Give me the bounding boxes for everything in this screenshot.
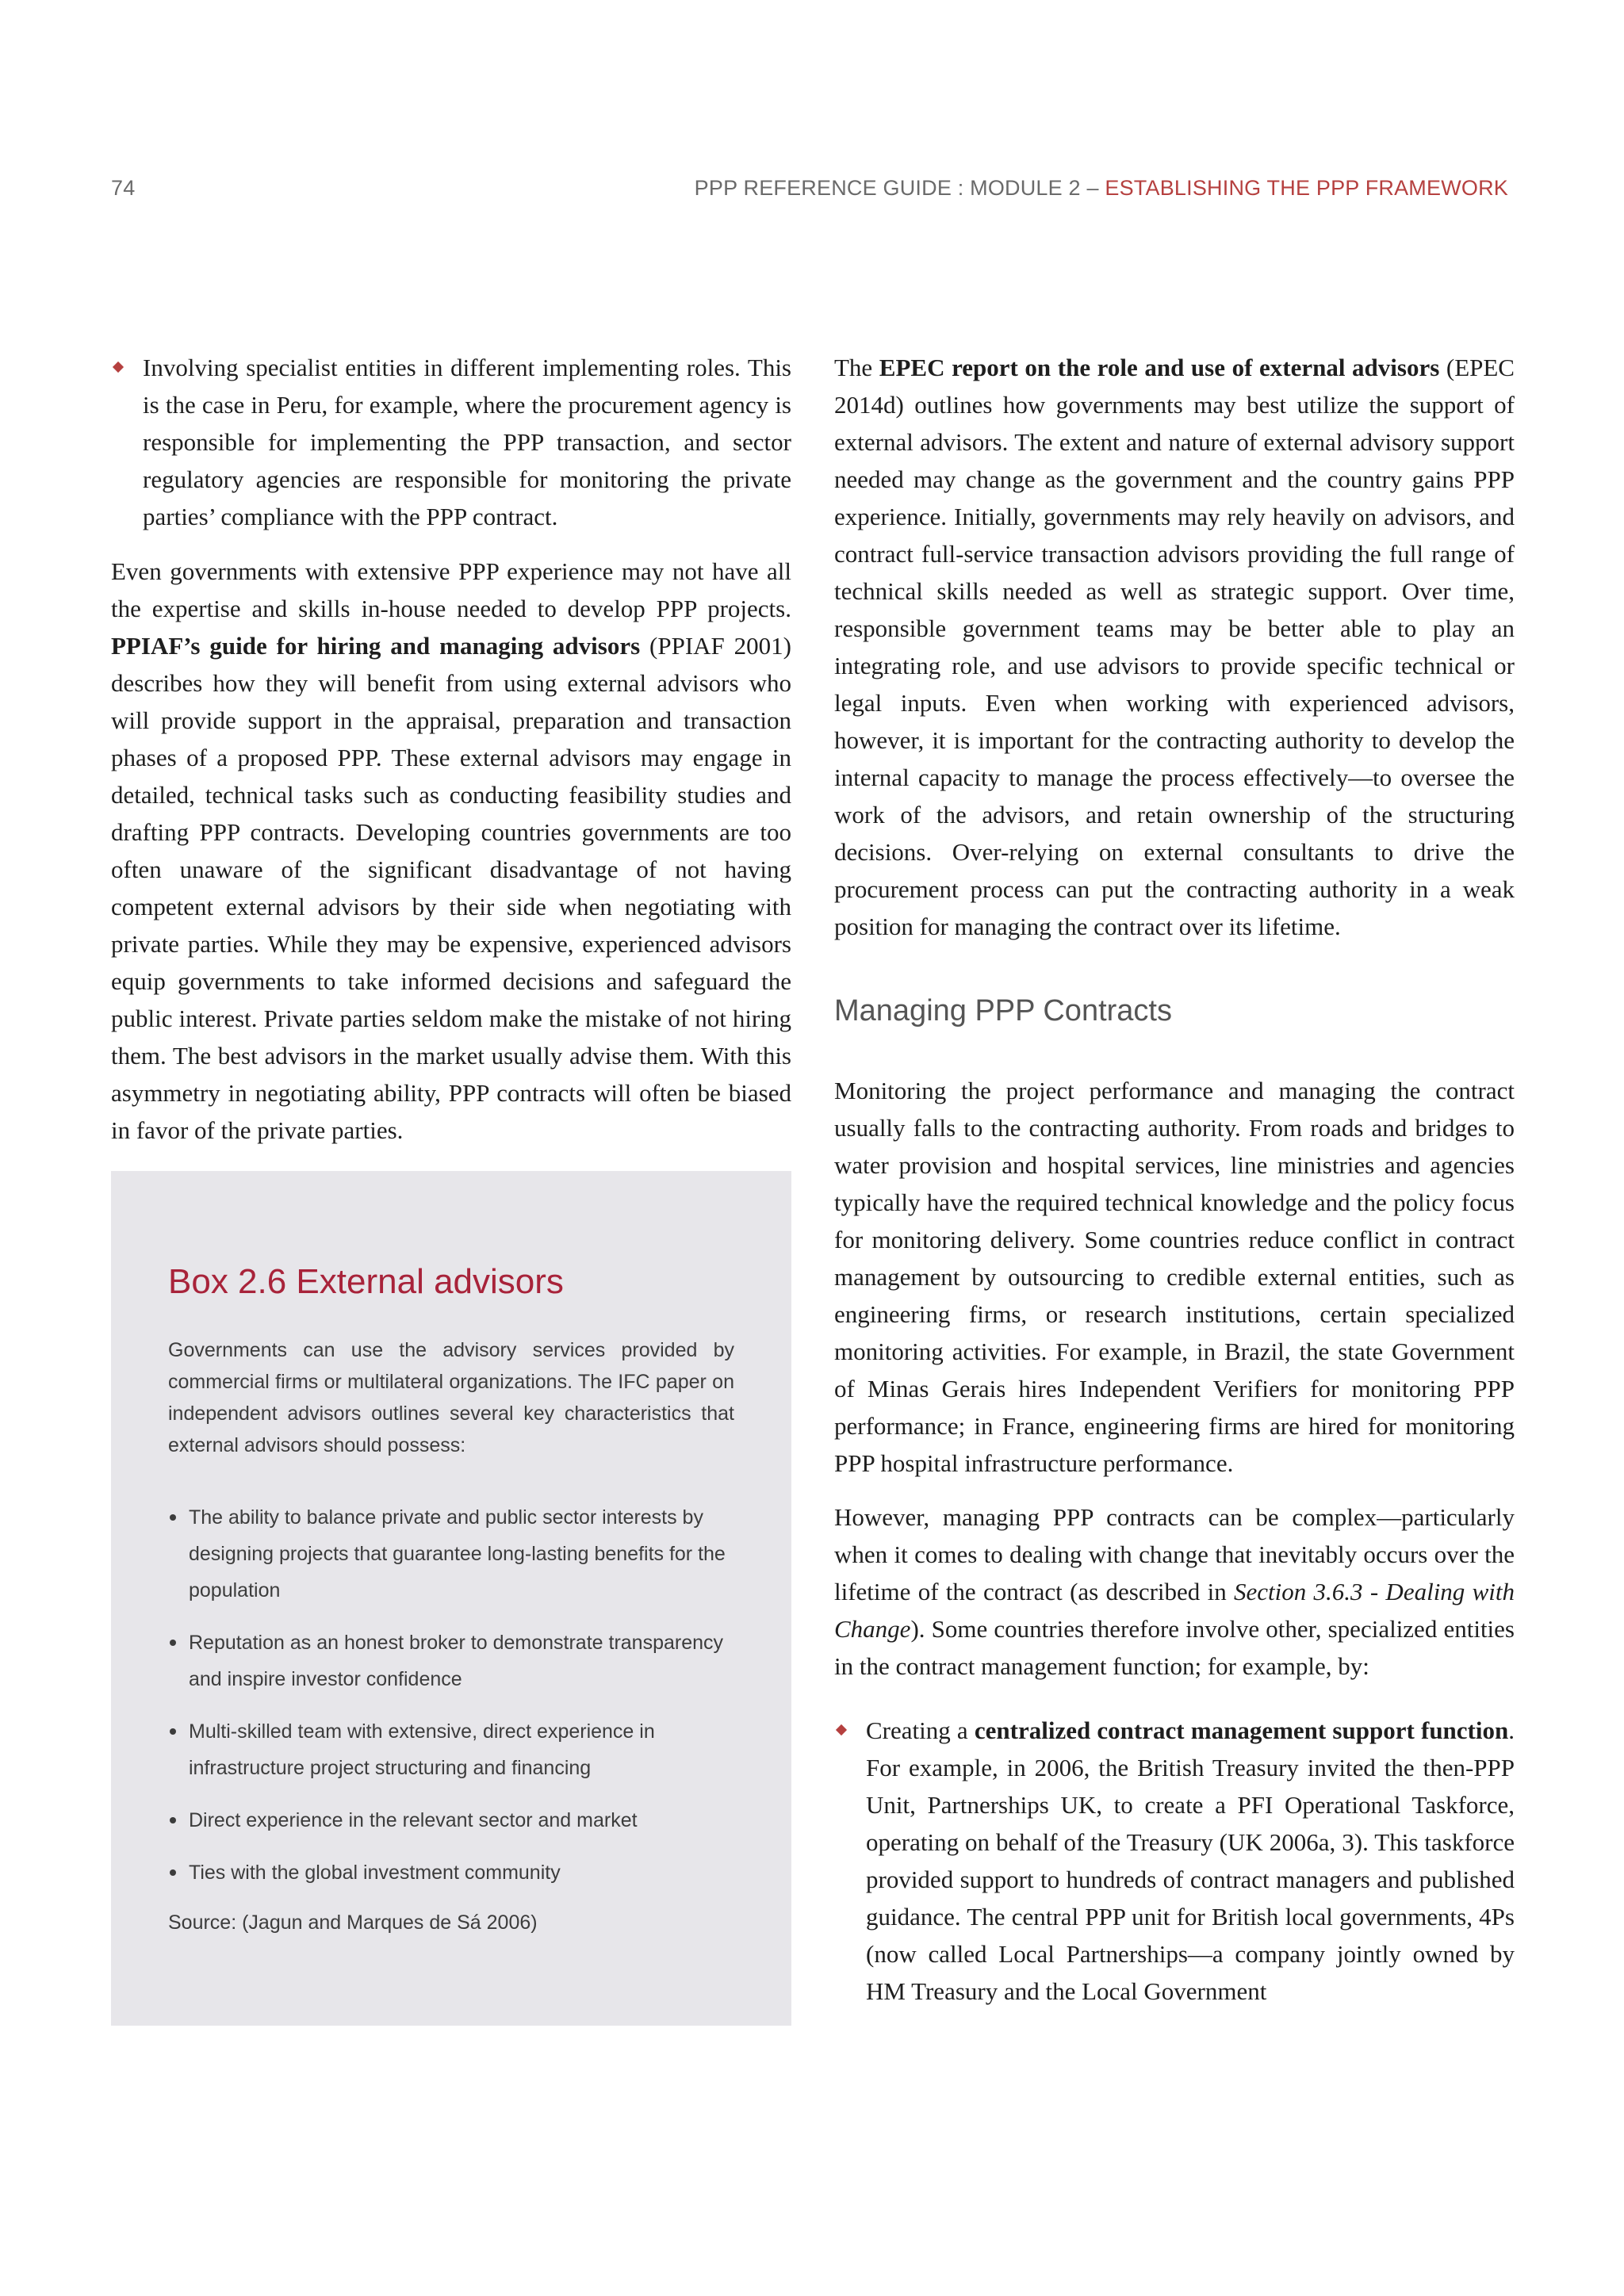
box-title: Box 2.6 External advisors (168, 1262, 564, 1301)
list-item (834, 1712, 1515, 2010)
list-item: Reputation as an honest broker to demonstrate transparency and inspire investor confidence (168, 1624, 734, 1697)
diamond-bullet-icon (113, 362, 124, 373)
diamond-bullet-icon (836, 1724, 847, 1735)
page-header (111, 176, 1508, 208)
bullet-text: Involving specialist entities in different implementing roles. This is the case in Peru, for example, where the procurement agency is responsible for implementing the PPP transaction, and sector regulatory agencies are responsible for monitoring the private parties’ compliance with the PPP contract. (143, 354, 791, 530)
box-external-advisors (111, 1171, 791, 2026)
text-run: However, managing PPP contracts can be complex—particularly when it comes to dealing with change that inevitably occurs over the lifetime of the contract (as described in (834, 1503, 1515, 1605)
list-item: Direct experience in the relevant sector and market (168, 1802, 734, 1839)
list-item (111, 349, 791, 535)
list-item: Multi-skilled team with extensive, direct experience in infrastructure project structuring and financing (168, 1713, 734, 1786)
paragraph-managing (834, 1498, 1515, 1685)
box-intro: Governments can use the advisory services provided by commercial firms or multilateral organizations. The IFC paper on independent advisors outlines several key characteristics that external advisors should possess: (168, 1339, 734, 1456)
paragraph-epec-report (834, 349, 1515, 945)
text-run: (EPEC 2014d) outlines how governments may best utilize the support of external advisors. The extent and nature of external advisory support needed may change as the government and the country gains PPP experience. Initially, governments may rely heavily on advisors, and contract full-service transaction advisors providing the full range of technical skills needed as well as strategic support. Over time, responsible government teams may be better able to play an integrating role, and use advisors to provide specific technical or legal inputs. Even when working with experienced advisors, however, it is important for the contracting authority to develop the internal capacity to manage the process effectively—to oversee the work of the advisors, and retain ownership of the structuring decisions. Over-relying on external consultants to drive the procurement process can put the contracting authority in a weak position for managing the contract over its lifetime. (834, 354, 1515, 940)
text-run: (PPIAF 2001) describes how they will benefit from using external advisors who will provide support in the appraisal, preparation and transaction phases of a proposed PPP. These external advisors may engage in detailed, technical tasks such as conducting feasibility studies and drafting PPP contracts. Developing countries governments are too often unaware of the significant disadvantage of not having competent external advisors by their side when negotiating with private parties. While they may be expensive, experienced advisors equip governments to take informed decisions and safeguard the public interest. Private parties seldom make the mistake of not hiring them. The best advisors in the market usually advise them. With this asymmetry in negotiating ability, PPP contracts will often be biased in favor of the private parties. (111, 632, 791, 1144)
text-run: . For example, in 2006, the British Treasury invited the then-PPP Unit, Partnerships UK, to create a PFI Operational Taskforce, operating on behalf of the Treasury (UK 2006a, 3). This taskforce provided support to hundreds of contract managers and published guidance. The central PPP unit for British local governments, 4Ps (now called Local Partnerships—a company jointly owned by HM Treasury and the Local Government (866, 1716, 1515, 2005)
running-title (695, 176, 1508, 201)
ppiaf-guide-title: PPIAF’s guide for hiring and managing advisors (111, 632, 641, 660)
right-bullet-list (834, 1712, 1515, 2010)
box-list (168, 1499, 734, 1891)
section-reference: Section 3.6.3 - Dealing with Change (834, 1578, 1515, 1643)
left-column (111, 349, 791, 2026)
left-bullet-list (111, 349, 791, 535)
running-title-module: PPP REFERENCE GUIDE : MODULE 2 – (694, 176, 1105, 200)
paragraph-monitoring: Monitoring the project performance and managing the contract usually falls to the contracting authority. From roads and bridges to water provision and hospital services, line ministries and agencies typically have the required technical knowledge and the policy focus for monitoring delivery. Some countries reduce conflict in contract management by outsourcing to credible external entities, such as engineering firms, or research institutions, certain specialized monitoring activities. For example, in Brazil, the state Government of Minas Gerais hires Independent Verifiers for monitoring PPP performance; in France, engineering firms are hired for monitoring PPP hospital infrastructure performance. (834, 1077, 1515, 1477)
running-title-accent: ESTABLISHING THE PPP FRAMEWORK (1105, 176, 1508, 200)
box-source: Source: (Jagun and Marques de Sá 2006) (168, 1911, 538, 1934)
bullet-bold-phrase: centralized contract management support function (974, 1716, 1509, 1744)
text-run: Creating a (866, 1716, 975, 1744)
text-run: ). Some countries therefore involve other, specialized entities in the contract management function; for example, by: (834, 1615, 1515, 1680)
list-item: Ties with the global investment community (168, 1854, 734, 1891)
text-run: Even governments with extensive PPP experience may not have all the expertise and skills in-house needed to develop PPP projects. (111, 557, 791, 622)
paragraph-external-advisors (111, 553, 791, 1149)
epec-report-title: EPEC report on the role and use of external advisors (879, 354, 1440, 381)
right-column (834, 349, 1515, 2027)
list-item: The ability to balance private and public sector interests by designing projects that guarantee long-lasting benefits for the population (168, 1499, 734, 1609)
section-heading: Managing PPP Contracts (834, 994, 1172, 1027)
text-run: The (834, 354, 879, 381)
page-number: 74 (111, 176, 136, 200)
